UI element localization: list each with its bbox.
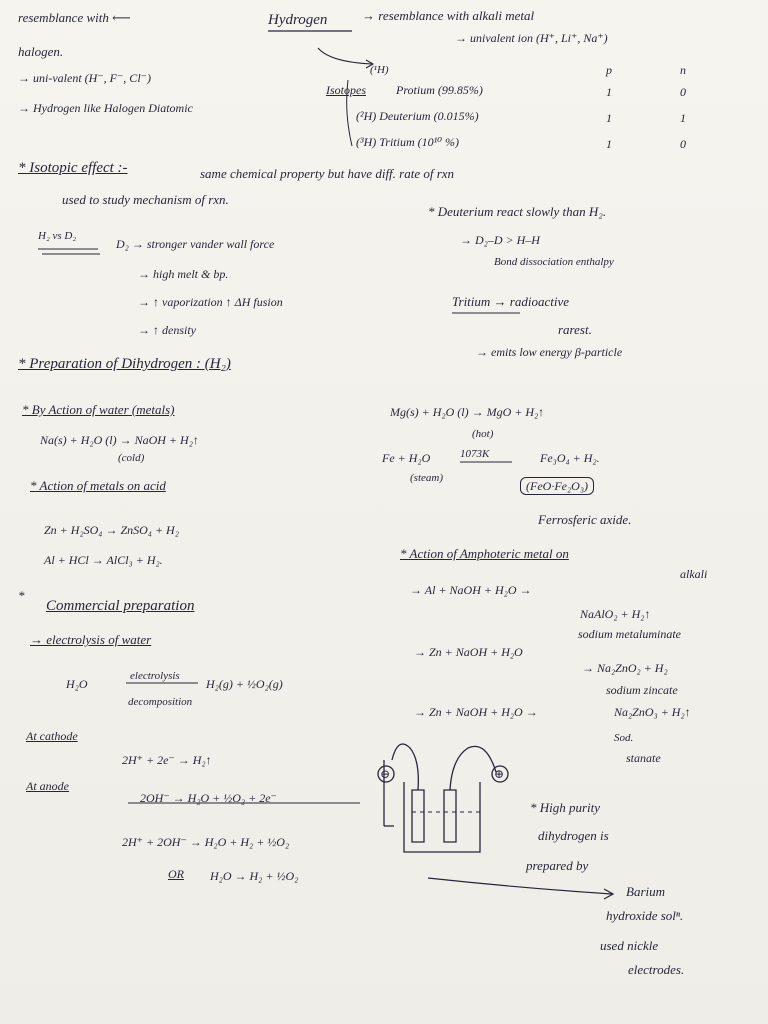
- zn-naoh-stannate-equation: → Zn + NaOH + H₂O →: [414, 705, 538, 719]
- protium-p: 1: [606, 85, 612, 99]
- ferrosferic-oxide-label: Ferrosferic axide.: [538, 512, 632, 527]
- barium-label: Barium: [626, 884, 665, 899]
- commercial-preparation-heading: Commercial preparation: [46, 598, 195, 614]
- positive-terminal-icon: ⊕: [494, 767, 505, 781]
- fe-steam-reactants: Fe + H₂O: [382, 451, 431, 465]
- net-equation: H₂O → H₂ + ½O₂: [210, 869, 299, 883]
- prepared-by-label: prepared by: [526, 858, 589, 873]
- overall-equation: 2H⁺ + 2OH⁻ → H₂O + H₂ + ½O₂: [122, 835, 290, 849]
- preparation-heading: * Preparation of Dihydrogen : (H₂): [18, 356, 231, 372]
- stanate-label: stanate: [626, 751, 661, 765]
- univalent-ion-text: → univalent ion (H⁺, Li⁺, Na⁺): [455, 31, 608, 45]
- isotopic-effect-use: used to study mechanism of rxn.: [62, 192, 229, 207]
- isotopes-label: Isotopes: [326, 83, 366, 97]
- tritium-n: 0: [680, 137, 686, 151]
- h2-vs-d2-label: H₂ vs D₂: [38, 230, 77, 242]
- alkali-label: alkali: [680, 567, 708, 581]
- vaporization-text: → ↑ vaporization ↑ ΔH fusion: [138, 295, 283, 309]
- beta-particle-text: → emits low energy β-particle: [476, 345, 623, 359]
- dihydrogen-is-label: dihydrogen is: [538, 828, 609, 843]
- tritium-radioactive-text: Tritium → radioactive: [452, 294, 569, 309]
- mg-water-equation: Mg(s) + H₂O (l) → MgO + H₂↑: [390, 405, 545, 419]
- electrodes-label: electrodes.: [628, 962, 685, 977]
- fe-steam-products: Fe₃O₄ + H₂.: [540, 451, 600, 465]
- protium-n: 0: [680, 85, 686, 99]
- zn-acid-equation: Zn + H₂SO₄ → ZnSO₄ + H₂: [44, 523, 179, 537]
- barium-arrow: [428, 878, 612, 894]
- hydroxide-solution-label: hydroxide solⁿ.: [606, 908, 684, 923]
- cold-label: (cold): [118, 452, 145, 464]
- at-anode-label: At anode: [26, 779, 69, 793]
- rarest-text: rarest.: [558, 322, 592, 337]
- bond-enthalpy-text: Bond dissociation enthalpy: [494, 256, 614, 268]
- electrolysis-cell-diagram: [378, 744, 508, 852]
- na-water-equation: Na(s) + H₂O (l) → NaOH + H₂↑: [40, 433, 199, 447]
- decomposition-label: decomposition: [128, 696, 193, 708]
- isotope-arrow: [318, 48, 372, 64]
- high-mp-bp-text: → high melt & bp.: [138, 267, 229, 281]
- action-of-water-heading: * By Action of water (metals): [22, 402, 175, 417]
- al-naoh-equation: → Al + NaOH + H₂O →: [410, 583, 532, 597]
- amphoteric-metal-heading: * Action of Amphoteric metal on: [400, 546, 569, 561]
- action-metals-acid-heading: * Action of metals on acid: [30, 478, 166, 493]
- electrolysis-condition: electrolysis: [130, 670, 180, 682]
- density-text: → ↑ density: [138, 323, 196, 337]
- resemblance-alkali-text: → resemblance with alkali metal: [362, 8, 535, 23]
- halogen-label: halogen.: [18, 44, 64, 59]
- bond-comparison-text: → D₂–D > H–H: [460, 233, 540, 247]
- protium-row: Protium (99.85%): [396, 83, 483, 97]
- electrolysis-products: H₂(g) + ½O₂(g): [206, 677, 283, 691]
- water-reactant: H₂O: [66, 677, 88, 691]
- deuterium-p: 1: [606, 111, 612, 125]
- na2zno3-product: Na₂ZnO₃ + H₂↑: [614, 705, 691, 719]
- hydrogen-heading: Hydrogen: [268, 12, 328, 28]
- commercial-star: *: [18, 588, 25, 603]
- sodium-metaluminate-label: sodium metaluminate: [578, 627, 681, 641]
- zn-naoh-equation: → Zn + NaOH + H₂O: [414, 645, 523, 659]
- ferrosferic-formula-box: [520, 478, 594, 494]
- univalent-halogen-text: → uni-valent (H⁻, F⁻, Cl⁻): [18, 71, 151, 85]
- negative-terminal-icon: ⊖: [380, 767, 391, 781]
- tritium-p: 1: [606, 137, 612, 151]
- resemblance-halogen-text: resemblance with ⟵: [18, 10, 131, 25]
- hot-label: (hot): [472, 428, 494, 440]
- na2zno2-product: → Na₂ZnO₂ + H₂: [582, 661, 668, 675]
- diatomic-text: → Hydrogen like Halogen Diatomic: [18, 101, 193, 115]
- cathode-equation: 2H⁺ + 2e⁻ → H₂↑: [122, 753, 212, 767]
- tritium-row: (³H) Tritium (10¹⁰ %): [356, 135, 460, 149]
- steam-label: (steam): [410, 472, 443, 484]
- d2-vanderwaals-text: D₂ → stronger vander wall force: [116, 237, 275, 251]
- naalo2-product: NaAlO₂ + H₂↑: [580, 607, 651, 621]
- high-purity-label: * High purity: [530, 800, 601, 815]
- deuterium-row: (²H) Deuterium (0.015%): [356, 109, 479, 123]
- isotopic-effect-heading: * Isotopic effect :-: [18, 160, 128, 176]
- deuterium-n: 1: [680, 111, 686, 125]
- temperature-label: 1073K: [460, 448, 490, 460]
- sodium-zincate-label: sodium zincate: [606, 683, 678, 697]
- anode-equation: 2OH⁻ → H₂O + ½O₂ + 2e⁻: [140, 791, 277, 805]
- ferrosferic-formula: (FeO·Fe₂O₃): [520, 477, 594, 495]
- proton-header: p: [606, 63, 612, 77]
- neutron-header: n: [680, 63, 686, 77]
- deuterium-slow-note: * Deuterium react slowly than H₂.: [428, 204, 607, 219]
- h2-vs-d2-underline: [38, 249, 100, 254]
- isotopic-effect-definition: same chemical property but have diff. rate of rxn: [200, 166, 455, 181]
- or-label: OR: [168, 867, 184, 881]
- electrolysis-heading: → electrolysis of water: [30, 632, 152, 647]
- al-acid-equation: Al + HCl → AlCl₃ + H₂.: [44, 553, 163, 567]
- protium-symbol: (¹H): [370, 64, 389, 76]
- sod-label: Sod.: [614, 732, 634, 744]
- at-cathode-label: At cathode: [26, 729, 78, 743]
- nickel-label: used nickle: [600, 938, 659, 953]
